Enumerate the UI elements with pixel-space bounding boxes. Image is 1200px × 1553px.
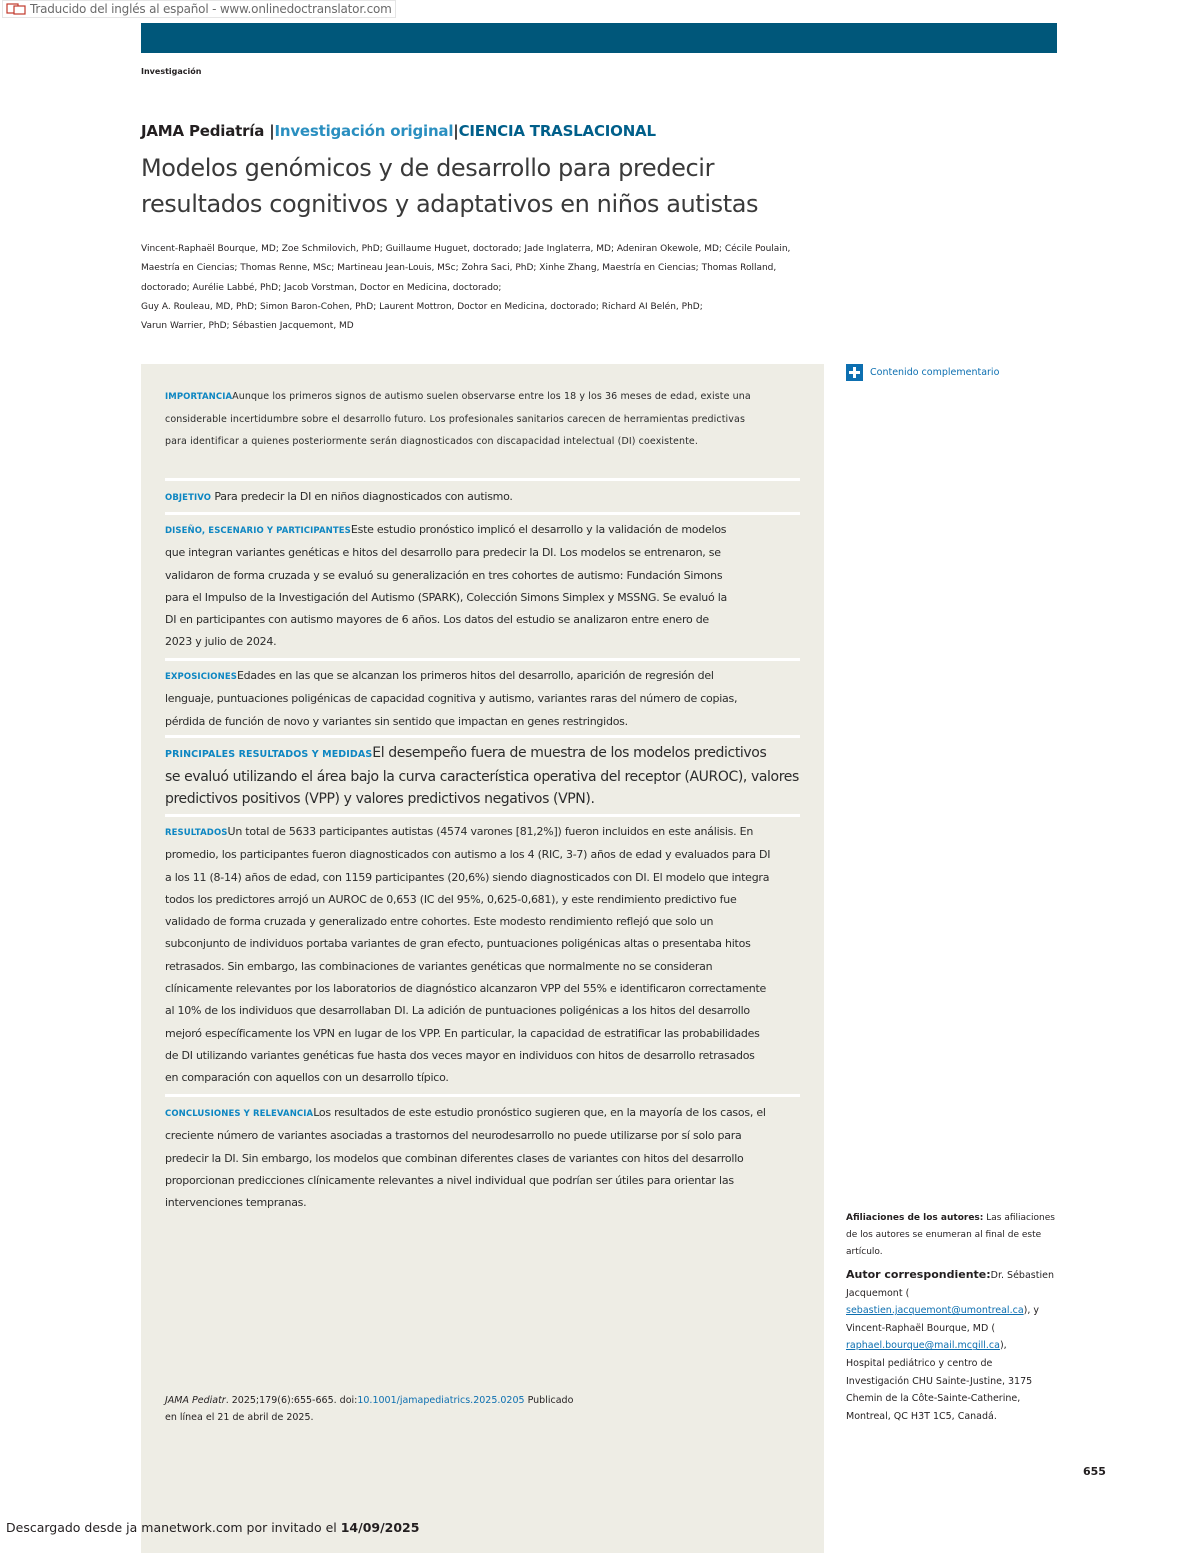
- download-footer: [6, 1520, 419, 1535]
- section-heading: OBJETIVO: [165, 493, 212, 503]
- affiliations-label: Afiliaciones de los autores:: [846, 1213, 984, 1223]
- page-number: 655: [1083, 1465, 1106, 1478]
- divider: [165, 658, 800, 661]
- abstract-line: retrasados. Sin embargo, las combinaciones de variantes genéticas que normalmente no se consideran: [165, 959, 713, 973]
- translator-icon: [6, 3, 26, 15]
- abstract-line: proporcionan predicciones clínicamente relevantes a nivel individual que podrían ser útiles para orientar las: [165, 1173, 734, 1187]
- corresponding-author: [846, 1266, 1061, 1425]
- abstract-line: Aunque los primeros signos de autismo suelen observarse entre los 18 y los 36 meses de edad, existe una: [232, 391, 751, 402]
- corresponding-heading: Autor correspondiente:: [846, 1268, 991, 1281]
- author-line: Guy A. Rouleau, MD, PhD; Simon Baron-Cohen, PhD; Laurent Mottron, Doctor en Medicina, doctorado; Richard AI Belén, PhD;: [141, 301, 703, 312]
- citation-volume: . 2025;179(6):655-665. doi:: [225, 1395, 358, 1406]
- title-line: Modelos genómicos y de desarrollo para predecir: [141, 154, 715, 182]
- citation: [165, 1392, 605, 1426]
- abstract-objective: [165, 486, 800, 509]
- author-line: doctorado; Aurélie Labbé, PhD; Jacob Vorstman, Doctor en Medicina, doctorado;: [141, 282, 502, 293]
- abstract-line: intervenciones tempranas.: [165, 1196, 307, 1210]
- abstract-line: 2023 y julio de 2024.: [165, 635, 277, 649]
- abstract-line: de DI utilizando variantes genéticas fue hasta dos veces mayor en individuos con hitos de desarrollo retrasados: [165, 1048, 755, 1062]
- abstract-line: al 10% de los individuos que desarrollaban DI. La adición de puntuaciones poligénicas a los hitos del desarrollo: [165, 1004, 750, 1018]
- footer-text: Descargado desde ja manetwork.com por invitado el: [6, 1520, 341, 1535]
- abstract-line: considerable incertidumbre sobre el desarrollo futuro. Los profesionales sanitarios carecen de herramientas predictivas: [165, 413, 745, 425]
- separator: |: [269, 122, 275, 140]
- abstract-line: para identificar a quienes posteriormente serán diagnosticados con discapacidad intelectual (DI) coexistente.: [165, 436, 698, 447]
- author-line: Varun Warrier, PhD; Sébastien Jacquemont, MD: [141, 321, 354, 332]
- divider: [165, 735, 800, 738]
- divider: [165, 814, 800, 817]
- author-line: Vincent-Raphaël Bourque, MD; Zoe Schmilovich, PhD; Guillaume Huguet, doctorado; Jade Inglaterra, MD; Adeniran Okewole, MD; Cécile Poulain,: [141, 244, 791, 254]
- section-heading: IMPORTANCIA: [165, 392, 233, 402]
- journal-header: [141, 122, 656, 140]
- section-heading: RESULTADOS: [165, 828, 228, 838]
- translator-banner-text[interactable]: Traducido del inglés al español - www.onlinedoctranslator.com: [30, 2, 392, 16]
- abstract-conclusions: [165, 1102, 800, 1214]
- abstract-line: a los 11 (8-14) años de edad, con 1159 participantes (20,6%) siendo diagnosticados con DI. El modelo que integra: [165, 870, 770, 884]
- abstract-line: Este estudio pronóstico implicó el desarrollo y la validación de modelos: [350, 523, 727, 536]
- separator: |: [453, 122, 459, 140]
- article-title: [141, 150, 861, 222]
- divider: [165, 1094, 800, 1097]
- citation-online-date: en línea el 21 de abril de 2025.: [165, 1412, 314, 1423]
- abstract-line: clínicamente relevantes por los laboratorios de diagnóstico alcanzaron VPP del 55% e identificaron correctamente: [165, 982, 767, 996]
- abstract-line: en comparación con aquellos con un desarrollo típico.: [165, 1071, 449, 1085]
- section-heading: PRINCIPALES RESULTADOS Y MEDIDAS: [165, 749, 373, 760]
- abstract-line: todos los predictores arrojó un AUROC de 0,653 (IC del 95%, 0,625-0,681), y este rendimiento predictivo fue: [165, 892, 737, 906]
- abstract-line: Edades en las que se alcanzan los primeros hitos del desarrollo, aparición de regresión del: [236, 669, 714, 682]
- section-heading: CONCLUSIONES Y RELEVANCIA: [165, 1109, 314, 1119]
- plus-icon: [846, 364, 863, 381]
- supplemental-label[interactable]: Contenido complementario: [870, 367, 1000, 378]
- separator-text: ),: [999, 1340, 1007, 1352]
- abstract-line: pérdida de función de novo y variantes sin sentido que impactan en genes restringidos.: [165, 714, 628, 728]
- abstract-line: DI en participantes con autismo mayores de 6 años. Los datos del estudio se analizaron entre enero de: [165, 613, 709, 627]
- abstract-line: Para predecir la DI en niños diagnosticados con autismo.: [214, 490, 513, 503]
- abstract-outcomes: [165, 742, 800, 810]
- abstract-line: que integran variantes genéticas e hitos del desarrollo para predecir la DI. Los modelos se entrenaron, se: [165, 546, 721, 560]
- doi-link[interactable]: 10.1001/jamapediatrics.2025.0205: [357, 1395, 525, 1406]
- author-list: [141, 240, 821, 336]
- abstract-design: [165, 519, 800, 654]
- abstract-line: El desempeño fuera de muestra de los modelos predictivos: [372, 745, 767, 761]
- corresponding-name: Vincent-Raphaël Bourque, MD (: [846, 1322, 996, 1334]
- header-bar: [141, 23, 1057, 53]
- article-category: Investigación original: [274, 122, 454, 140]
- abstract-line: promedio, los participantes fueron diagnosticados con autismo a los 4 (RIC, 3-7) años de edad y evaluados para DI: [165, 848, 771, 862]
- citation-published: Publicado: [524, 1395, 574, 1406]
- abstract-line: predecir la DI. Sin embargo, los modelos que combinan diferentes clases de variantes con hitos del desarrollo: [165, 1151, 744, 1165]
- title-line: resultados cognitivos y adaptativos en niños autistas: [141, 190, 759, 218]
- email-link[interactable]: raphael.bourque@mail.mcgill.ca: [846, 1340, 1000, 1352]
- abstract-results: [165, 821, 800, 1090]
- abstract-line: se evaluó utilizando el área bajo la curva característica operativa del receptor (AUROC), valores: [165, 769, 799, 785]
- address-line: Hospital pediátrico y centro de: [846, 1357, 993, 1369]
- email-link[interactable]: sebastien.jacquemont@umontreal.ca: [846, 1305, 1024, 1317]
- corresponding-name: Jacquemont (: [846, 1287, 910, 1299]
- divider: [165, 478, 800, 481]
- abstract-line: Un total de 5633 participantes autistas (4574 varones [81,2%]) fueron incluidos en este análisis. En: [227, 825, 754, 838]
- citation-journal: JAMA Pediatr: [165, 1395, 226, 1406]
- article-subcategory: CIENCIA TRASLACIONAL: [458, 122, 656, 140]
- abstract-line: validado de forma cruzada y generalizado entre cohortes. Este modesto rendimiento reflejó que solo un: [165, 915, 714, 929]
- address-line: Chemin de la Côte-Sainte-Catherine,: [846, 1393, 1021, 1405]
- journal-name: JAMA Pediatría: [141, 122, 265, 140]
- footer-date: 14/09/2025: [340, 1520, 420, 1535]
- affiliations-text: Las afiliaciones de los autores se enumeran al final de este artículo.: [846, 1213, 1055, 1257]
- section-heading: EXPOSICIONES: [165, 672, 237, 682]
- separator-text: ), y: [1023, 1305, 1040, 1317]
- abstract-exposures: [165, 665, 800, 733]
- abstract-line: predictivos positivos (VPP) y valores predictivos negativos (VPN).: [165, 791, 595, 807]
- address-line: Montreal, QC H3T 1C5, Canadá.: [846, 1410, 997, 1422]
- abstract-line: Los resultados de este estudio pronóstico sugieren que, en la mayoría de los casos, el: [313, 1106, 766, 1119]
- section-heading: DISEÑO, ESCENARIO Y PARTICIPANTES: [165, 526, 351, 536]
- abstract-line: mejoró específicamente los VPN en lugar de los VPP. En particular, la capacidad de estratificar las probabilidades: [165, 1026, 760, 1040]
- translator-banner[interactable]: [2, 0, 396, 18]
- abstract-line: para el Impulso de la Investigación del Autismo (SPARK), Colección Simons Simplex y MSSNG. Se evaluó la: [165, 590, 728, 604]
- author-line: Maestría en Ciencias; Thomas Renne, MSc; Martineau Jean-Louis, MSc; Zohra Saci, PhD; Xinhe Zhang, Maestría en Ciencias; Thomas Rolland,: [141, 263, 777, 274]
- abstract-line: lenguaje, puntuaciones poligénicas de capacidad cognitiva y autismo, variantes raras del número de copias,: [165, 692, 738, 706]
- abstract-importance: [165, 386, 800, 454]
- abstract-line: validaron de forma cruzada y se evaluó su generalización en tres cohortes de autismo: Fundación Simons: [165, 568, 723, 582]
- author-affiliations: [846, 1210, 1061, 1261]
- supplemental-content-link[interactable]: [846, 364, 999, 381]
- section-label: Investigación: [141, 67, 202, 76]
- address-line: Investigación CHU Sainte-Justine, 3175: [846, 1375, 1033, 1387]
- abstract-line: creciente número de variantes asociadas a trastornos del neurodesarrollo no puede utilizarse por sí solo para: [165, 1129, 742, 1143]
- abstract-line: subconjunto de individuos portaba variantes de gran efecto, puntuaciones poligénicas altas o presentaba hitos: [165, 937, 751, 951]
- divider: [165, 512, 800, 515]
- corresponding-name: Dr. Sébastien: [990, 1270, 1054, 1281]
